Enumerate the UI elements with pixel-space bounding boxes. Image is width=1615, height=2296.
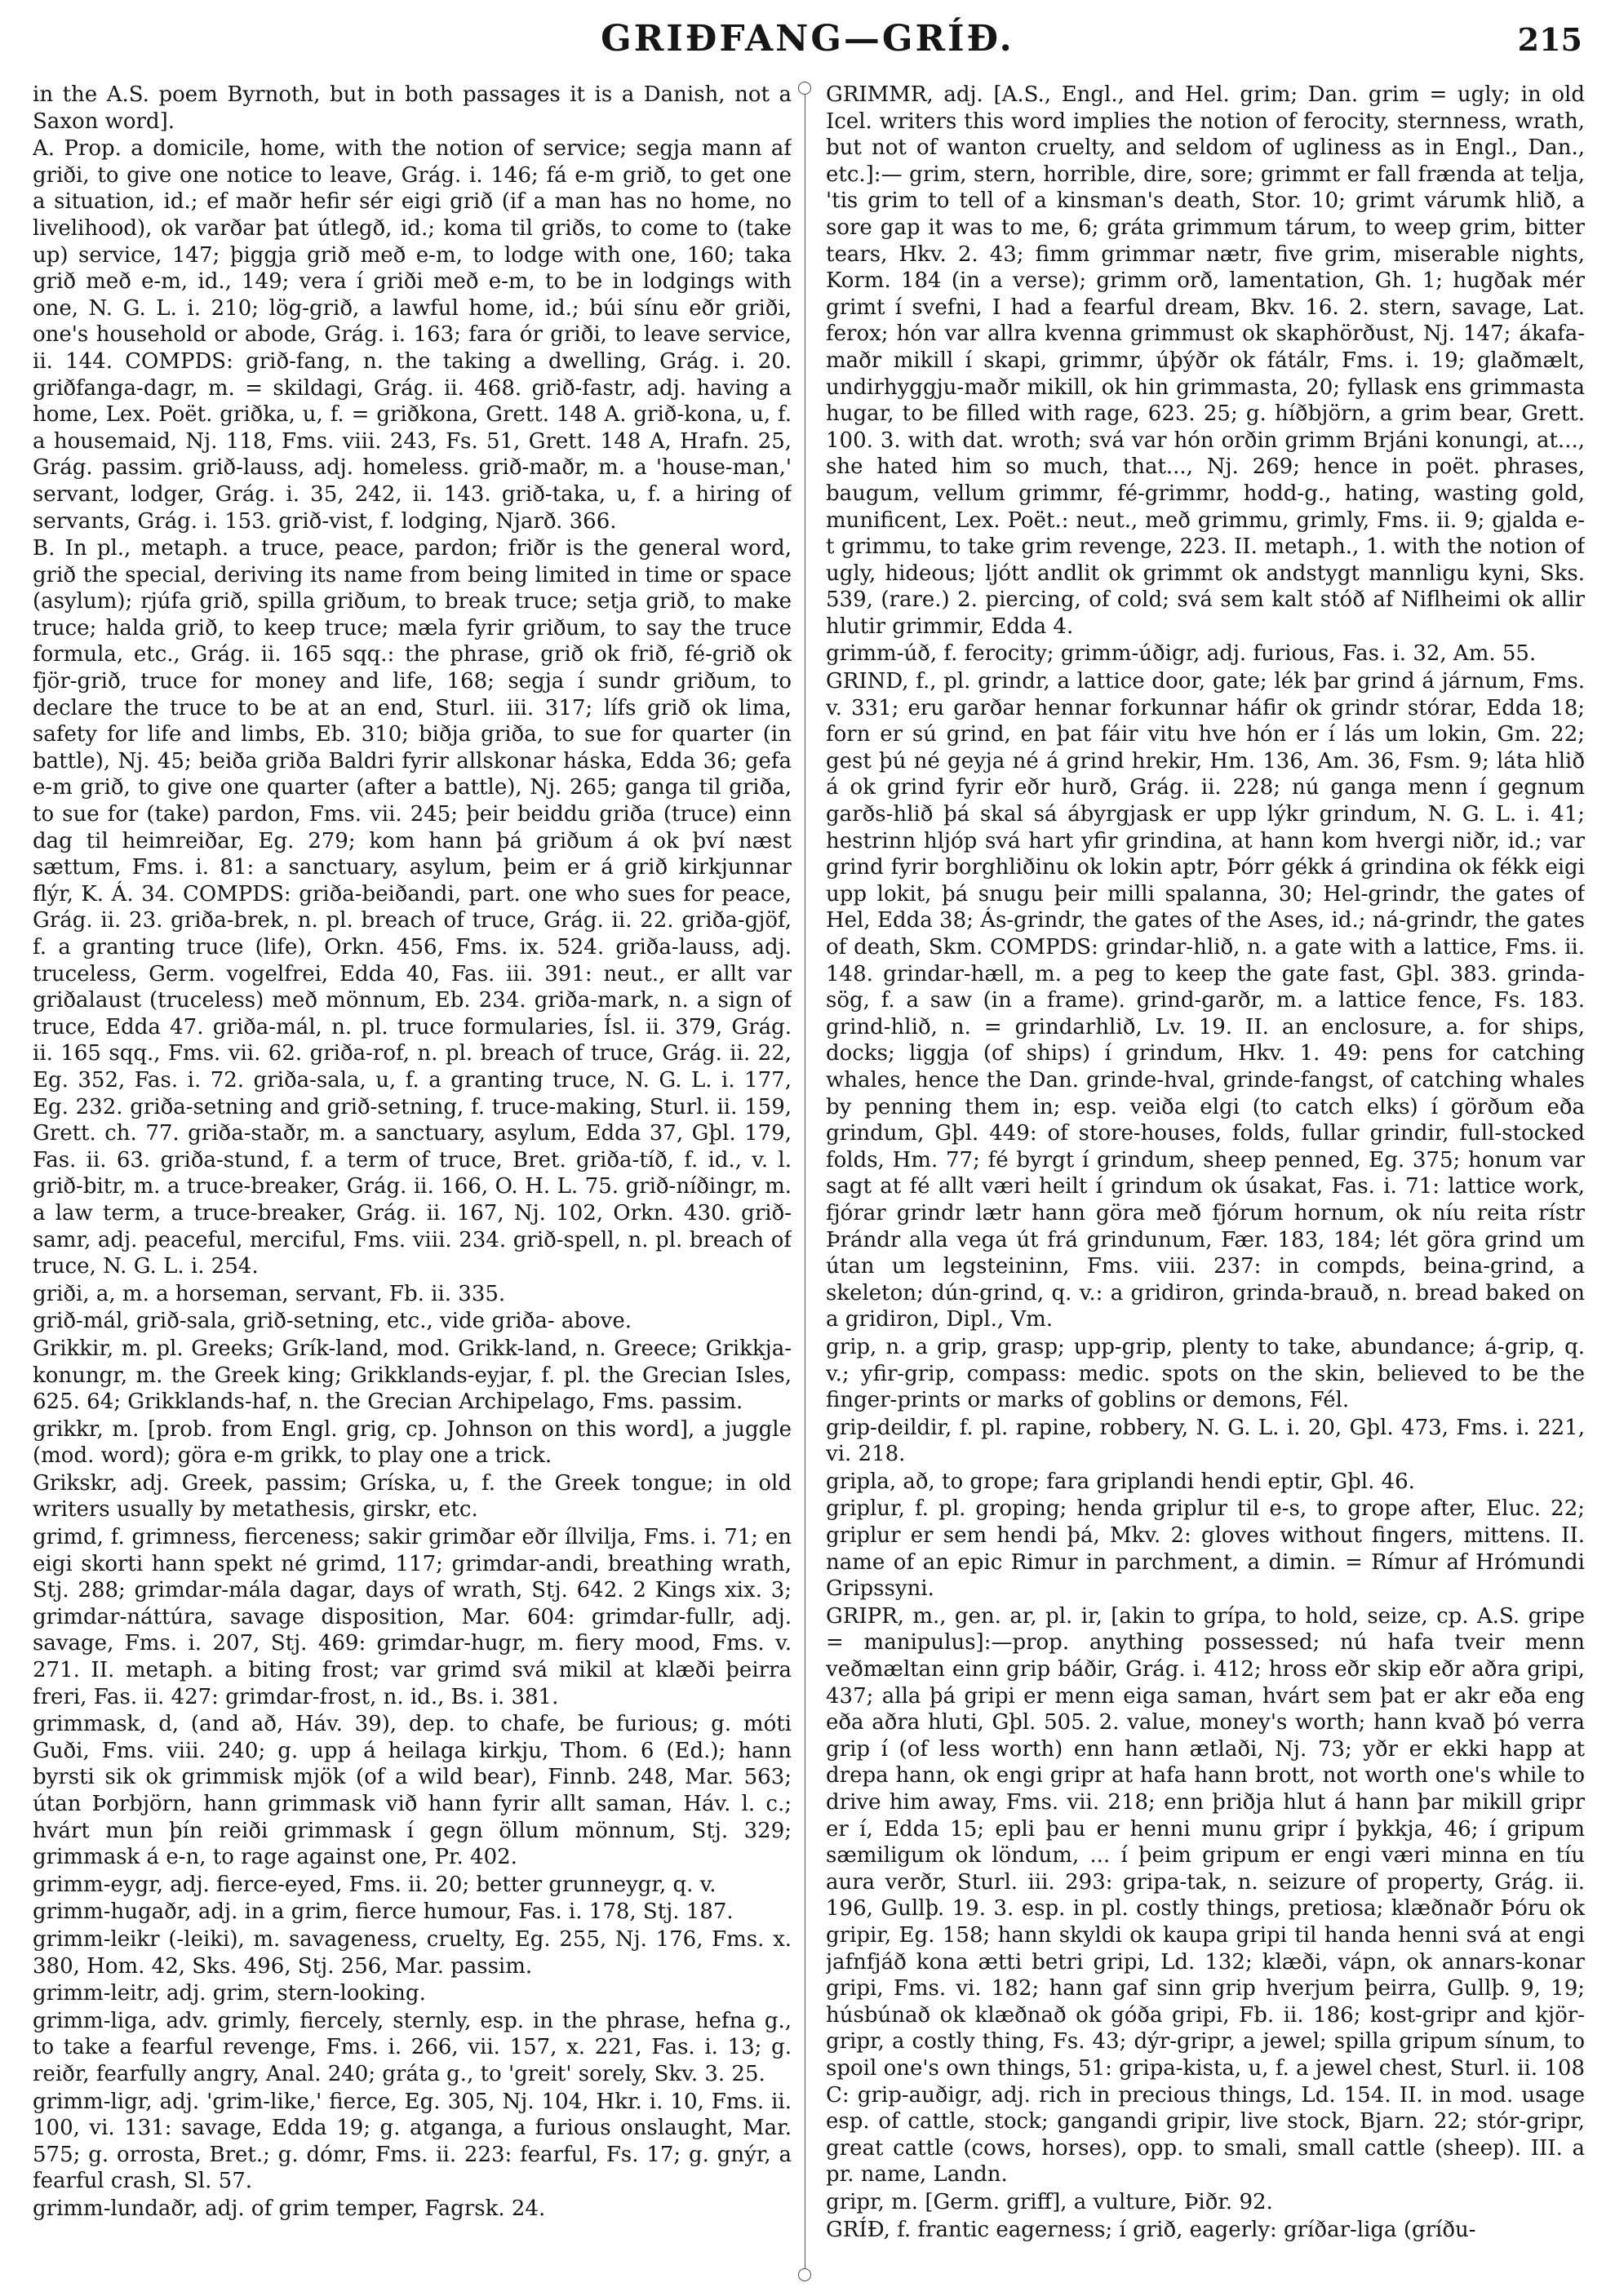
page-title: GRIÐFANG—GRÍÐ. [601,18,1014,60]
entry-grimmask: grimmask, d, (and að, Háv. 39), dep. to chafe, be furious; g. móti Guði, Fms. viii. 240; g. upp á heilaga kirkju, Thom. 6 (Ed.); hann byrsti sik ok grimmisk mjök (of a wild bear), Finnb. 248, Mar. 563; útan Þorbjörn, hann grimmask við hann fyrir allt saman, Háv. l. c.; hvárt mun þín reiði grimmask í gegn öllum mönnum, Stj. 329; grimmask á e-n, to rage against one, Pr. 402. [33,1712,792,1870]
entry-grimm-liga: grimm-liga, adv. grimly, fiercely, sternly, esp. in the phrase, hefna g., to take a fearful revenge, Fms. i. 266, vii. 157, x. 221, Fas. i. 13; g. reiðr, fearfully angry, Anal. 240; gráta g., to 'greit' sorely, Skv. 3. 25. [33,2008,792,2086]
page-header [33,18,1582,67]
entry-grid-B: B. In pl., metaph. a truce, peace, pardon; friðr is the general word, grið the special, deriving its name from being limited in time or space (asylum); rjúfa grið, spilla griðum, to break truce; setja grið, to make truce; halda grið, to keep truce; mæla fyrir griðum, to say the truce formula, etc., Grág. ii. 165 sqq.: the phrase, grið ok frið, fé-grið ok fjör-grið, truce for money and life, 168; segja í sundr griðum, to declare the truce to be at an end, Sturl. iii. 317; lífs grið ok lima, safety for life and limbs, Eb. 310; biðja griða, to sue for quarter (in battle), Nj. 45; beiða griða Baldri fyrir allskonar háska, Edda 36; gefa e-m grið, to give one quarter (after a battle), Nj. 265; ganga til griða, to sue for (take) pardon, Fms. vii. 245; þeir beiddu griða (truce) einn dag til heimreiðar, Eg. 279; kom hann þá griðum á ok því næst sættum, Fms. i. 81: a sanctuary, asylum, þeim er á grið kirkjunnar flýr, K. Á. 34. COMPDS: griða-beiðandi, part. one who sues for peace, Grág. ii. 23. griða-brek, n. pl. breach of truce, Grág. ii. 22. griða-gjöf, f. a granting truce (life), Orkn. 456, Fms. ix. 524. griða-lauss, adj. truceless, Germ. vogelfrei, Edda 40, Fas. iii. 391: neut., er allt var griðalaust (truceless) með mönnum, Eb. 234. griða-mark, n. a sign of truce, Edda 47. griða-mál, n. pl. truce formularies, Ísl. ii. 379, Grág. ii. 165 sqq., Fms. vii. 62. griða-rof, n. pl. breach of truce, Grág. ii. 22, Eg. 352, Fas. i. 72. griða-sala, u, f. a granting truce, N. G. L. i. 177, Eg. 232. griða-setning and grið-setning, f. truce-making, Sturl. ii. 159, Grett. ch. 77. griða-staðr, m. a sanctuary, asylum, Edda 37, Gþl. 179, Fas. ii. 63. griða-stund, f. a term of truce, Bret. griða-tíð, f. id., v. l. grið-bitr, m. a truce-breaker, Grág. ii. 166, O. H. L. 75. grið-níðingr, m. a law term, a truce-breaker, Grág. ii. 167, Nj. 102, Orkn. 430. grið-samr, adj. peaceful, merciful, Fms. viii. 234. grið-spell, n. pl. breach of truce, N. G. L. i. 254. [33,536,792,1279]
entry-grimm-lundadr: grimm-lundaðr, adj. of grim temper, Fagrsk. 24. [33,2196,546,2221]
entry-gridi: griði, a, m. a horseman, servant, Fb. ii. 335. [33,1281,506,1306]
entry-grip-deildir: grip-deildir, f. pl. rapine, robbery, N. G. L. i. 20, Gþl. 473, Fms. i. 221, vi. 218. [826,1415,1585,1467]
entry-gripr-vulture: gripr, m. [Germ. griff], a vulture, Þiðr. 92. [826,2189,1273,2214]
page-number: 215 [1517,21,1582,58]
entry-gripr-possession: GRIPR, m., gen. ar, pl. ir, [akin to grípa, to hold, seize, cp. A.S. gripe = manipulus]:—prop. anything possessed; nú hafa tveir menn veðmæltan einn grip báðir, Grág. i. 412; hross eðr skip eðr aðra gripi, 437; alla þá gripi er menn eiga saman, hvárt sem þat er akr eða eng eða aðra hluti, Gþl. 505. 2. value, money's worth; hann kvað þó verra grip í (of less worth) enn hann ætlaði, Nj. 73; yðr er ekki happ at drepa hann, ok engi gripr at hafa hann brott, not worth one's while to drive him away, Fms. vii. 218; enn þriðja hlut á hann þar mikill gripr er í, Edda 15; epli þau er henni munu gripr í þykkja, 46; í gripum sæmiligum ok löndum, ... í þeim gripum er engi væri minna en tíu aura verðr, Sturl. iii. 293: gripa-tak, n. seizure of property, Grág. ii. 196, Gullþ. 19. 3. esp. in pl. costly things, pretiosa; klæðnaðr Þóru ok gripir, Eg. 158; hann skyldi ok kaupa gripi til handa henni svá at engi jafnfjáð kona ætti betri gripi, Ld. 132; klæði, vápn, ok annars-konar gripi, Fms. vi. 182; hann gaf sinn grip hverjum þeirra, Gullþ. 9, 19; húsbúnað ok klæðnað ok góða gripi, Fb. ii. 186; kost-gripr and kjör-gripr, a costly thing, Fs. 43; dýr-gripr, a jewel; spilla gripum sínum, to spoil one's own things, 51: gripa-kista, u, f. a jewel chest, Sturl. ii. 108 C: grip-auðigr, adj. rich in precious things, Ld. 154. II. in mod. usage esp. of cattle, stock; gangandi gripir, live stock, Bjarn. 22; stór-gripr, great cattle (cows, horses), opp. to smali, small cattle (sheep). III. a pr. name, Landn. [826,1603,1585,2187]
entry-grid-frantic: GRÍÐ, f. frantic eagerness; í grið, eagerly: gríðar-liga (gríðu- [826,2217,1476,2242]
entry-grip: grip, n. a grip, grasp; upp-grip, plenty to take, abundance; á-grip, q. v.; yfir-grip, compass: medic. spots on the skin, believed to be the finger-prints or marks of goblins or demons, Fél. [826,1334,1585,1413]
entry-grikkir: Grikkir, m. pl. Greeks; Grík-land, mod. Grikk-land, n. Greece; Grikkja-konungr, m. the Greek king; Grikklands-eyjar, f. pl. the Grecian Isles, 625. 64; Grikklands-haf, n. the Grecian Archipelago, Fms. passim. [33,1336,792,1415]
entry-grind: GRIND, f., pl. grindr, a lattice door, gate; lék þar grind á járnum, Fms. v. 331; eru garðar hennar forkunnar háfir ok grindr stórar, Edda 18; forn er sú grind, en þat fáir vitu hve hón er í lás um lokin, Gm. 22; gest þú né geyja né á grind hrekir, Hm. 136, Am. 36, Fsm. 9; láta hlið á ok grind fyrir eðr hurð, Grág. ii. 228; nú ganga menn í gegnum garðs-hlið þá skal sá ábyrgjask er upp lýkr grindum, N. G. L. i. 41; hestrinn hljóp svá hart yfir grindina, at hann kom hvergi niðr, id.; var grind fyrir borghliðinu ok lokin aptr, Þórr gékk á grindina ok fékk eigi upp lokit, þá snugu þeir milli spalanna, 30; Hel-grindr, the gates of Hel, Edda 38; Ás-grindr, the gates of the Ases, id.; ná-grindr, the gates of death, Skm. COMPDS: grindar-hlið, n. a gate with a lattice, Fms. ii. 148. grindar-hæll, m. a peg to keep the gate fast, Gþl. 383. grinda-sög, f. a saw (in a frame). grind-garðr, m. a lattice fence, Fs. 183. grind-hlið, n. = grindarhlið, Lv. 19. II. an enclosure, a. for ships, docks; liggja (of ships) í grindum, Hkv. 1. 49: pens for catching whales, hence the Dan. grinde-hval, grinde-fangst, of catching whales by penning them in; esp. veiða elgi (to catch elks) í görðum eða grindum, Gþl. 449: of store-houses, folds, fullar grindir, full-stocked folds, Hm. 77; fé byrgt í grindum, sheep penned, Eg. 375; honum var sagt at fé allt væri heilt í grindum ok úsakat, Fas. i. 71: lattice work, fjórar grindr lætr hann göra með fjórum hornum, ok níu reita rístr Þrándr alla vega út frá grindunum, Fær. 183, 184; lét göra grind um útan um legsteininn, Fms. viii. 237: in compds, beina-grind, a skeleton; dún-grind, q. v.: a gridiron, grinda-brauð, n. bread baked on a gridiron, Dipl., Vm. [826,669,1585,1332]
entry-grimm-hugadr: grimm-hugaðr, adj. in a grim, fierce humour, Fas. i. 178, Stj. 187. [33,1899,734,1925]
entry-grikkr: grikkr, m. [prob. from Engl. grig, cp. Johnson on this word], a juggle (mod. word); göra e-m grikk, to play one a trick. [33,1416,792,1469]
left-column [33,82,792,2276]
divider-ornament-top [798,82,811,95]
entry-grid-A: A. Prop. a domicile, home, with the notion of service; segja mann af griði, to give one notice to leave, Grág. i. 146; fá e-m grið, to get one a situation, id.; ef maðr hefir sér eigi grið (if a man has no home, no livelihood), ok varðar þat útlegð, id.; koma til griðs, to come to (take up) service, 147; þiggja grið með e-m, to lodge with one, 160; taka grið með e-m, id., 149; vera í griði með e-m, to be in lodgings with one, N. G. L. i. 210; lög-grið, a lawful home, id.; búi sínu eðr griði, one's household or abode, Grág. i. 163; fara ór griði, to leave service, ii. 144. COMPDS: grið-fang, n. the taking a dwelling, Grág. i. 20. griðfanga-dagr, m. = skildagi, Grág. ii. 468. grið-fastr, adj. having a home, Lex. Poët. griðka, u, f. = griðkona, Grett. 148 A. grið-kona, u, f. a housemaid, Nj. 118, Fms. viii. 243, Fs. 51, Grett. 148 A, Hrafn. 25, Grág. passim. grið-lauss, adj. homeless. grið-maðr, m. a 'house-man,' servant, lodger, Grág. i. 35, 242, ii. 143. grið-taka, u, f. a hiring of servants, Grág. i. 153. grið-vist, f. lodging, Njarð. 366. [33,136,792,534]
entry-griplur: griplur, f. pl. groping; henda griplur til e-s, to grope after, Eluc. 22; griplur er sem hendi þá, Mkv. 2: gloves without fingers, mittens. II. name of an epic Rimur in parchment, a dimin. = Rímur af Hrómundi Gripssyni. [826,1496,1585,1602]
entry-saxon-word-continuation: in the A.S. poem Byrnoth, but in both passages it is a Danish, not a Saxon word]. [33,82,792,134]
entry-grimm-leitr: grimm-leitr, adj. grim, stern-looking. [33,1981,426,2006]
entry-grimmr: GRIMMR, adj. [A.S., Engl., and Hel. grim; Dan. grim = ugly; in old Icel. writers this word implies the notion of ferocity, sternness, wrath, but not of wanton cruelty, and seldom of ugliness as in Engl., Dan., etc.]:— grim, stern, horrible, dire, sore; grimmt er fall frænda at telja, 'tis grim to tell of a kinsman's death, Stor. 10; grimt várumk hlið, a sore gap it was to me, 6; gráta grimmum tárum, to weep grim, bitter tears, Hkv. 2. 43; fimm grimmar nætr, five grim, miserable nights, Korm. 184 (in a verse); grimm orð, lamentation, Gh. 1; hugðak mér grimt í svefni, I had a fearful dream, Bkv. 16. 2. stern, savage, Lat. ferox; hón var allra kvenna grimmust ok skaphörðust, Nj. 147; ákafa-maðr mikill í skapi, grimmr, úþýðr ok fátálr, Fms. i. 19; glaðmælt, undirhyggju-maðr mikill, ok hin grimmasta, 20; fyllask ens grimmasta hugar, to be filled with rage, 623. 25; g. híðbjörn, a grim bear, Grett. 100. 3. with dat. wroth; svá var hón orðin grimm Brjáni konungi, at..., she hated him so much, that..., Nj. 269; hence in poët. phrases, baugum, vellum grimmr, fé-grimmr, hodd-g., hating, wasting gold, munificent, Lex. Poët.: neut., með grimmu, grimly, Fms. ii. 9; gjalda e-t grimmu, to take grim revenge, 223. II. metaph., 1. with the notion of ugly, hideous; ljótt andlit ok grimmt ok andstygt mannligu kyni, Sks. 539, (rare.) 2. piercing, of cold; svá sem kalt stóð af Niflheimi ok allir hlutir grimmir, Edda 4. [826,82,1585,639]
entry-grimm-eygr: grimm-eygr, adj. fierce-eyed, Fms. ii. 20; better grunneygr, q. v. [33,1872,717,1897]
entry-grikskr: Grikskr, adj. Greek, passim; Gríska, u, f. the Greek tongue; in old writers usually by metathesis, girskr, etc. [33,1470,792,1523]
entry-gripla: gripla, að, to grope; fara griplandi hendi eptir, Gþl. 46. [826,1469,1415,1494]
divider-ornament-bottom [798,2268,811,2281]
entry-grimd: grimd, f. grimness, fierceness; sakir grimðar eðr íllvilja, Fms. i. 71; en eigi skorti hann spekt né grimd, 117; grimdar-andi, breathing wrath, Stj. 288; grimdar-mála dagar, days of wrath, Stj. 642. 2 Kings xix. 3; grimdar-náttúra, savage disposition, Mar. 604: grimdar-fullr, adj. savage, Fms. i. 207, Stj. 469: grimdar-hugr, m. fiery mood, Fms. v. 271. II. metaph. a biting frost; var grimd svá mikil at klæði þeirra freri, Fas. ii. 427: grimdar-frost, n. id., Bs. i. 381. [33,1525,792,1709]
entry-grimm-ud: grimm-úð, f. ferocity; grimm-úðigr, adj. furious, Fas. i. 32, Am. 55. [826,641,1537,667]
entry-grimm-leikr: grimm-leikr (-leiki), m. savageness, cruelty, Eg. 255, Nj. 176, Fms. x. 380, Hom. 42, Sks. 496, Stj. 256, Mar. passim. [33,1926,792,1979]
entry-grimm-ligr: grimm-ligr, adj. 'grim-like,' fierce, Eg. 305, Nj. 104, Hkr. i. 10, Fms. ii. 100, vi. 131: savage, Edda 19; g. atganga, a furious onslaught, Mar. 575; g. orrosta, Bret.; g. dómr, Fms. ii. 223: fearful, Fs. 17; g. gnýr, a fearful crash, Sl. 57. [33,2089,792,2194]
right-column [826,82,1585,2276]
entry-grid-mal: grið-mál, grið-sala, grið-setning, etc., vide griða- above. [33,1309,632,1334]
